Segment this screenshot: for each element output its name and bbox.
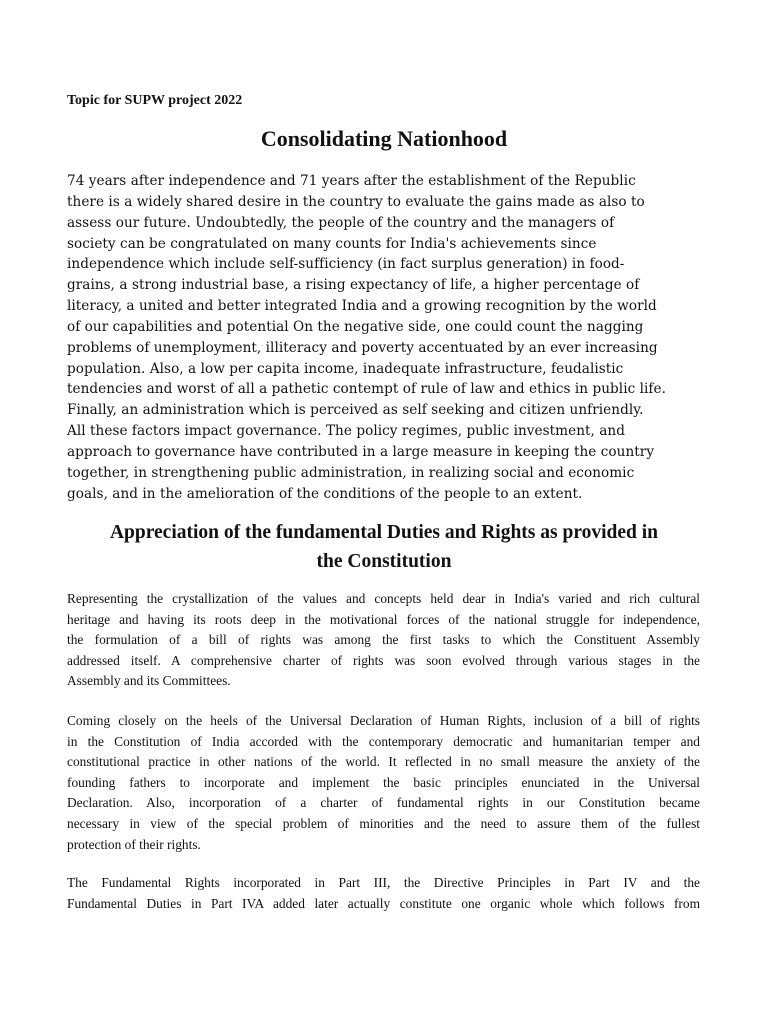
intro-line: literacy, a united and better integrated India and a growing recognition by the world	[67, 298, 657, 315]
intro-line: 74 years after independence and 71 years after the establishment of the Republic	[67, 173, 636, 189]
paragraph-line: The Fundamental Rights incorporated in Part III, the Directive Principles in Part IV and the	[67, 875, 700, 890]
paragraph-line: protection of their rights.	[67, 836, 201, 852]
topic-line: Topic for SUPW project 2022	[67, 93, 243, 108]
intro-line: goals, and in the amelioration of the conditions of the people to an extent.	[67, 485, 583, 502]
page-title: Consolidating Nationhood	[260, 126, 508, 151]
paragraph-rights-formulation	[67, 589, 700, 692]
intro-paragraph	[67, 171, 707, 505]
intro-line: society can be congratulated on many counts for India's achievements since	[67, 235, 597, 252]
paragraph-line: Fundamental Duties in Part IVA added later actually constitute one organic whole which follows from	[67, 895, 700, 911]
intro-line: there is a widely shared desire in the country to evaluate the gains made as also to	[67, 193, 645, 210]
paragraph-line: the formulation of a bill of rights was among the first tasks to which the Constituent Assembly	[67, 632, 700, 648]
paragraph-line: addressed itself. A comprehensive charter of rights was soon evolved through various stages in the	[67, 652, 700, 668]
section-heading	[60, 519, 708, 576]
intro-line: Finally, an administration which is perceived as self seeking and citizen unfriendly.	[67, 402, 644, 419]
paragraph-parts-constitution	[67, 873, 700, 914]
paragraph-universal-declaration	[67, 711, 700, 855]
intro-line: approach to governance have contributed in a large measure in keeping the country	[67, 443, 655, 460]
intro-line: tendencies and worst of all a pathetic contempt of rule of law and ethics in public life.	[67, 381, 666, 398]
paragraph-line: founding fathers to incorporate and implement the basic principles enunciated in the Universal	[67, 774, 700, 790]
paragraph-line: necessary in view of the special problem of minorities and the need to assure them of the fullest	[67, 815, 700, 831]
intro-line: problems of unemployment, illiteracy and poverty accentuated by an ever increasing	[67, 339, 658, 356]
intro-line: All these factors impact governance. The policy regimes, public investment, and	[67, 423, 625, 440]
paragraph-line: in the Constitution of India accorded with the contemporary democratic and humanitarian temper and	[67, 733, 700, 749]
intro-line: assess our future. Undoubtedly, the people of the country and the managers of	[67, 214, 615, 231]
intro-line: population. Also, a low per capita income, inadequate infrastructure, feudalistic	[67, 360, 624, 377]
section-heading-line: the Constitution	[316, 550, 452, 572]
intro-line: of our capabilities and potential On the negative side, one could count the nagging	[67, 318, 644, 335]
intro-line: independence which include self-sufficiency (in fact surplus generation) in food-	[67, 256, 625, 273]
paragraph-line: constitutional practice in other nations of the world. It reflected in no small measure the anxiety of the	[67, 754, 700, 770]
paragraph-line: Coming closely on the heels of the Universal Declaration of Human Rights, inclusion of a bill of rights	[67, 713, 700, 728]
paragraph-line: Declaration. Also, incorporation of a charter of fundamental rights in our Constitution became	[67, 795, 700, 811]
intro-line: together, in strengthening public administration, in realizing social and economic	[67, 464, 635, 481]
section-heading-line: Appreciation of the fundamental Duties and Rights as provided in	[109, 522, 659, 543]
paragraph-line: Assembly and its Committees.	[67, 673, 231, 689]
paragraph-line: heritage and having its roots deep in the motivational forces of the national struggle for independence,	[67, 611, 700, 627]
paragraph-line: Representing the crystallization of the values and concepts held dear in India's varied and rich cultural	[67, 591, 700, 606]
intro-line: grains, a strong industrial base, a rising expectancy of life, a higher percentage of	[67, 277, 640, 294]
